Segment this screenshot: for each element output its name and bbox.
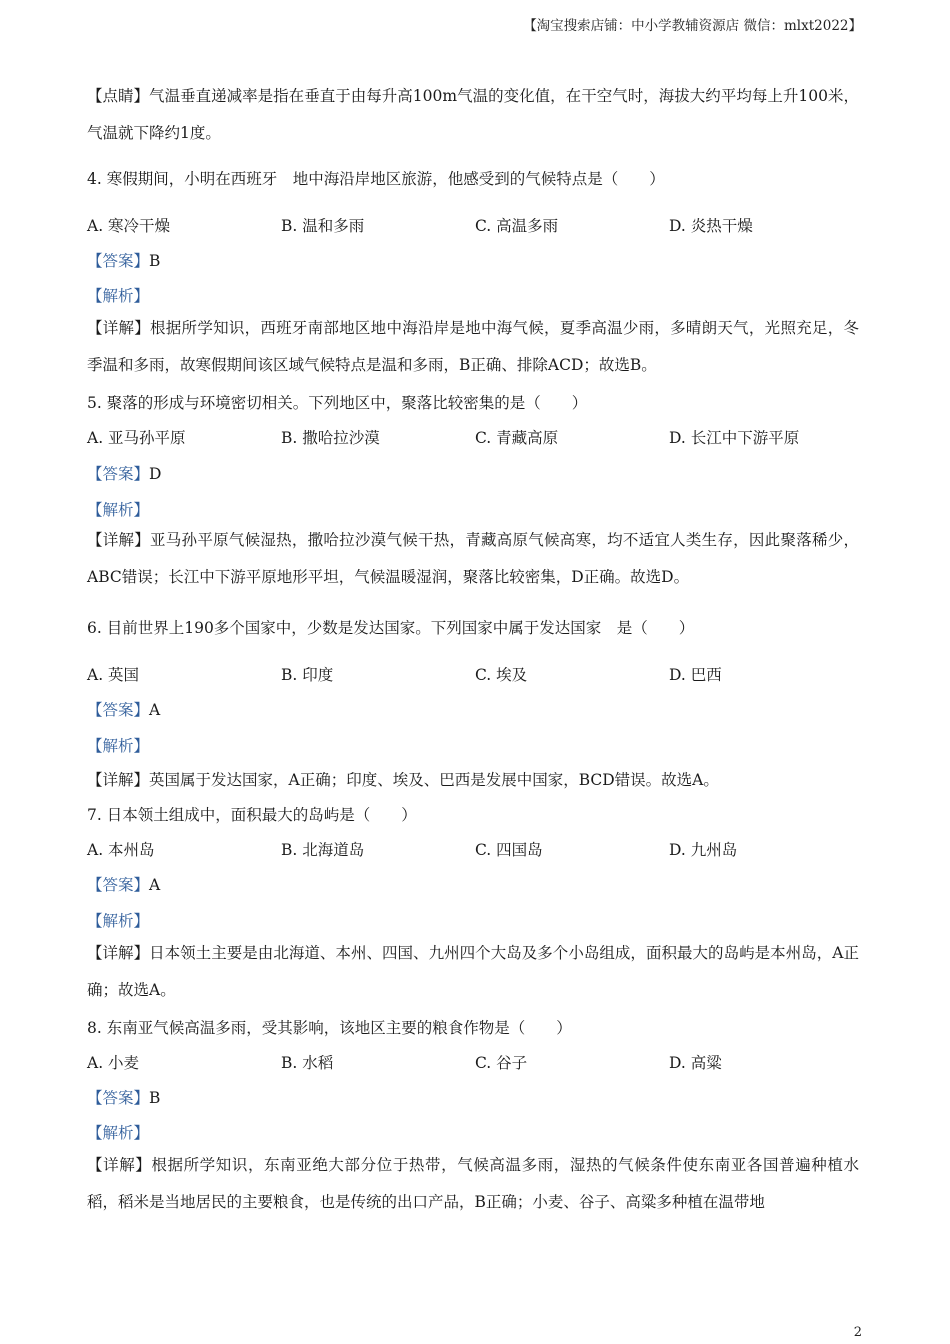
question-4-option-c: C. 高温多雨 — [475, 217, 559, 235]
question-8-option-b: B. 水稻 — [281, 1054, 334, 1072]
question-7-stem: 7. 日本领土组成中，面积最大的岛屿是（ ） — [87, 806, 417, 824]
question-8-option-d: D. 高粱 — [669, 1054, 722, 1072]
question-7-analysis-label: 【解析】 — [87, 912, 150, 930]
question-8-option-c: C. 谷子 — [475, 1054, 528, 1072]
question-5-detail: 【详解】亚马孙平原气候湿热，撒哈拉沙漠气候干热，青藏高原气候高寒，均不适宜人类生存，因此聚落稀少，ABC错误；长江中下游平原地形平坦，气候温暖湿润，聚落比较密集，D正确。故选D。 — [87, 531, 859, 586]
question-6-analysis-label: 【解析】 — [87, 737, 150, 755]
question-4-option-b: B. 温和多雨 — [281, 217, 365, 235]
question-6-option-c: C. 埃及 — [475, 666, 528, 684]
answer-label: 【答案】 — [87, 465, 150, 483]
answer-value: D — [149, 465, 162, 483]
answer-label: 【答案】 — [87, 1089, 150, 1107]
answer-label: 【答案】 — [87, 701, 150, 719]
question-6-option-d: D. 巴西 — [669, 666, 722, 684]
question-5-option-a: A. 亚马孙平原 — [87, 429, 186, 447]
answer-value: A — [149, 876, 161, 894]
header-source-note: 【淘宝搜索店铺：中小学教辅资源店 微信：mlxt2022】 — [523, 18, 862, 34]
question-5-analysis-label: 【解析】 — [87, 501, 150, 519]
question-5-option-d: D. 长江中下游平原 — [669, 429, 800, 447]
question-7-detail: 【详解】日本领土主要是由北海道、本州、四国、九州四个大岛及多个小岛组成，面积最大的岛屿是本州岛，A正确；故选A。 — [87, 944, 859, 999]
question-5-option-c: C. 青藏高原 — [475, 429, 559, 447]
question-6-option-a: A. 英国 — [87, 666, 140, 684]
question-4-option-a: A. 寒冷干燥 — [87, 217, 171, 235]
question-6-detail: 【详解】英国属于发达国家，A正确；印度、埃及、巴西是发展中国家，BCD错误。故选A。 — [87, 771, 719, 789]
question-5-stem: 5. 聚落的形成与环境密切相关。下列地区中，聚落比较密集的是（ ） — [87, 394, 588, 412]
question-4-stem: 4. 寒假期间，小明在西班牙 地中海沿岸地区旅游，他感受到的气候特点是（ ） — [87, 170, 665, 188]
question-5-answer — [87, 462, 161, 484]
question-8-option-a: A. 小麦 — [87, 1054, 140, 1072]
question-6-answer — [87, 698, 160, 720]
question-7-option-b: B. 北海道岛 — [281, 841, 365, 859]
question-5-option-b: B. 撒哈拉沙漠 — [281, 429, 380, 447]
question-7-option-a: A. 本州岛 — [87, 841, 155, 859]
question-7-option-d: D. 九州岛 — [669, 841, 738, 859]
answer-value: B — [149, 252, 161, 270]
answer-label: 【答案】 — [87, 252, 150, 270]
intro-remark: 【点睛】气温垂直递减率是指在垂直于由每升高100m气温的变化值，在干空气时，海拔大约平均每上升100米，气温就下降约1度。 — [87, 87, 859, 142]
answer-value: A — [149, 701, 161, 719]
question-6-stem: 6. 目前世界上190多个国家中，少数是发达国家。下列国家中属于发达国家 是（ ） — [87, 619, 695, 637]
question-8-analysis-label: 【解析】 — [87, 1124, 150, 1142]
answer-value: B — [149, 1089, 161, 1107]
answer-label: 【答案】 — [87, 876, 150, 894]
question-7-answer — [87, 873, 160, 895]
question-8-detail: 【详解】根据所学知识，东南亚绝大部分位于热带，气候高温多雨，湿热的气候条件使东南亚各国普遍种植水稻，稻米是当地居民的主要粮食，也是传统的出口产品，B正确；小麦、谷子、高粱多种植在温带地 — [87, 1156, 859, 1211]
question-4-option-d: D. 炎热干燥 — [669, 217, 753, 235]
question-4-detail: 【详解】根据所学知识，西班牙南部地区地中海沿岸是地中海气候，夏季高温少雨，多晴朗天气，光照充足，冬季温和多雨，故寒假期间该区域气候特点是温和多雨，B正确、排除ACD；故选B。 — [87, 319, 859, 374]
question-8-stem: 8. 东南亚气候高温多雨，受其影响，该地区主要的粮食作物是（ ） — [87, 1019, 572, 1037]
question-4-answer — [87, 249, 160, 271]
question-8-answer — [87, 1086, 160, 1108]
question-6-option-b: B. 印度 — [281, 666, 334, 684]
page-number: 2 — [853, 1325, 862, 1340]
question-7-option-c: C. 四国岛 — [475, 841, 543, 859]
question-4-analysis-label: 【解析】 — [87, 287, 150, 305]
